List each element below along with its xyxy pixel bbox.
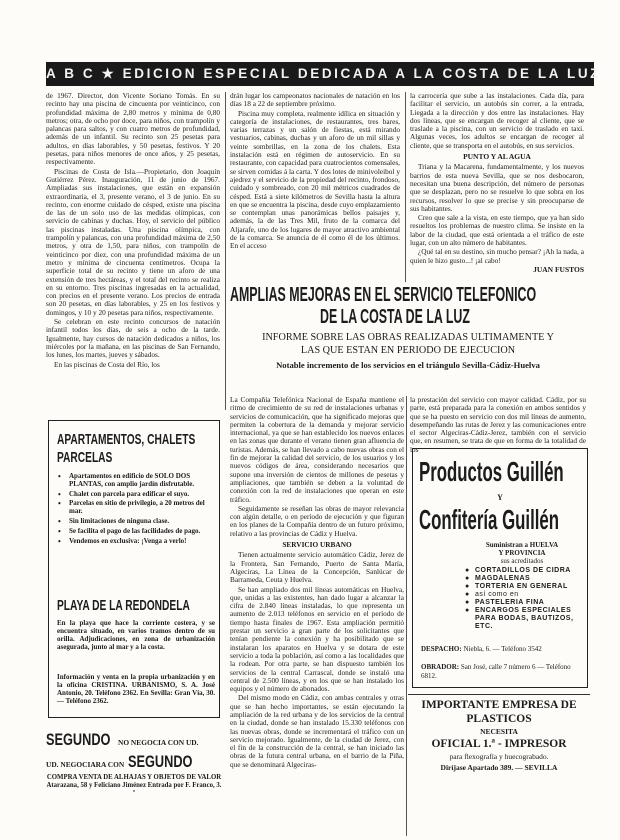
headline-title [230, 284, 586, 330]
punto-paragraph: Creo que sale a la vista, en este tiempo, que ya han sido resueltos los problemas de nuestro clima. Se insiste en la labor de la ciudad, que está orientada a el tráfico de este lugar, con un alto número de habitantes. [410, 213, 584, 248]
guillen-product: ● MAGDALENAS [465, 575, 583, 583]
headline-kicker: Notable incremento de los servicios en el triángulo Sevilla-Cádiz-Huelva [276, 360, 540, 370]
guillen-product: ● así como en [465, 591, 583, 599]
article-paragraph: la prestación del servicio con mayor calidad. Cádiz, por su parte, está preparada para la conexión en ambos sentidos y que se ha puesto en servicio con dos mil líneas de aumento, desempeñando las rutas de Jerez y las comunicaciones entre el sector Algeciras-Cádiz-Jerez, también con el servicio que, en resumen, se trata de que en forma de la totalidad de los [410, 395, 586, 454]
guillen-supply-line: sus acreditados [500, 557, 544, 565]
guillen-supply-line: Suministran a HUELVA [485, 541, 559, 549]
segundo-line-1: COMPRA VENTA DE ALHAJAS Y OBJETOS DE VALOR [46, 774, 222, 781]
apartamentos-bullet: • Se facilita el pago de las facilidades de pago. [55, 528, 215, 536]
section-banner: A B C ★ EDICION ESPECIAL DEDICADA A LA COSTA DE LA LUZ [46, 62, 594, 86]
segundo-word-1: SEGUNDO [46, 730, 111, 749]
divider [408, 694, 590, 695]
plasticos-oficial: OFICIAL 1.ª - IMPRESOR [431, 738, 567, 750]
segundo-tagline-2: UD. NEGOCIARA CON [46, 760, 125, 769]
apartamentos-contact: Información y venta en la propia urbanización y en la oficina CRISTINA. URBANISMO, S. A. José Antonio, 20. Teléfono 2362. En Sevilla: Gran Vía, 30. — Teléfono 2362. [57, 673, 215, 705]
punto-paragraph: Triana y la Macarena, fundamentalmente, y los nuevos barrios de esta nueva Sevilla, que se nos desbocaron, necesitan una buena descripción, del número de personas que se desplazan, pero no se resuelve lo que sobra en los recursos, resolver lo que se precise y sin preocuparse de sus habitantes. [410, 162, 584, 213]
apartamentos-title-line-2: PARCELAS [57, 449, 113, 466]
column-divider [405, 92, 406, 282]
plasticos-dirigirse: Diríjase Apartado 389. — SEVILLA [440, 763, 558, 772]
guillen-y: Y [497, 493, 503, 502]
plasticos-para: para flexografía y huecograbado. [449, 752, 549, 761]
col3-text [410, 92, 584, 280]
apartamentos-bullet: • Apartamentos en edificio de SOLO DOS PLANTAS, con amplio jardín disfrutable. [55, 473, 215, 489]
apartamentos-bullets [55, 473, 215, 547]
despacho-label: DESPACHO: [421, 645, 462, 653]
guillen-despacho [421, 645, 585, 654]
column-divider [225, 92, 226, 410]
guillen-product: ● PASTELERIA FINA [465, 599, 583, 607]
plasticos-title-1: IMPORTANTE EMPRESA DE [421, 699, 577, 711]
obrador-value: San José, calle 7 número 6 — Teléfono 6812. [421, 663, 571, 680]
article-col-a [230, 396, 404, 836]
punto-heading: PUNTO Y AL AGUA [463, 152, 531, 162]
deck-line-2: LAS QUE ESTAN EN PERIODO DE EJECUCION [300, 345, 516, 356]
servicio-urbano-heading: SERVICIO URBANO [282, 540, 352, 550]
guillen-ad [412, 448, 588, 688]
guillen-product: ● CORTADILLOS DE CIDRA [465, 567, 583, 575]
guillen-title-2: Confitería Guillén [419, 504, 560, 535]
article-paragraph: La Compañía Telefónica Nacional de España mantiene el ritmo de crecimiento de su red de instalaciones urbanas y servicios de comunicación, que ha significado mejoras que permiten la cobertura de la demanda y mejorar servicio internacional, ya que se han establecido los nuevos enlaces en las zonas que durante el verano tienen gran afluencia de turistas. Además, se han llevado a cabo nuevas obras con el fin de mejorar la calidad del servicio, de los usuarios y los nuevos códigos de área, considerando necesarios que supone una inversión de cientos de millones de pesetas y ampliaciones, que también se deben a la voluntad de conexión con la red de instalaciones que operan en este tráfico. [230, 395, 404, 504]
col1-paragraph: Se celebran en este recinto concursos de natación infantil todos los días, de seis a ocho de la tarde. Igualmente, hay cursos de natación dedicados a niños, los miércoles por la mañana, en las piscinas de San Fernando, los lunes, los martes, jueves y sábados. [46, 317, 220, 360]
article-paragraph: Del mismo modo en Cádiz, con ambas centrales y otras que se han hecho importantes, se están ejecutando la ampliación de la red urbana y de los servicios de la central en la ciudad, donde se han instalado 15.330 teléfonos con las nuevas obras, donde se incrementará el tráfico con un servicio mejorado. Igualmente, de la ciudad de Jerez, con el fin de la construcción de la central, se han iniciado las obras de la futura central urbana, en el barrio de la Piña, que se denominará Algeciras- [230, 693, 404, 769]
headline-line-1: AMPLIAS MEJORAS EN EL SERVICIO TELEFONICO [230, 284, 537, 306]
apartamentos-bullet: • Sin limitaciones de ninguna clase. [55, 518, 215, 526]
plasticos-title-2: PLASTICOS [466, 713, 532, 725]
column-divider [406, 396, 407, 836]
article-paragraph: Tienen actualmente servicio automático Cádiz, Jerez de la Frontera, San Fernando, Puerto de Santa María, Algeciras, La Línea de la Concepción, Sanlúcar de Barrameda, Ceuta y Huelva. [230, 550, 404, 585]
apartamentos-bullet: • Vendemos en exclusiva: ¡Venga a verlo! [55, 538, 215, 546]
guillen-product: ● ENCARGOS ESPECIALES PARA BODAS, BAUTIZOS, ETC. [465, 607, 583, 631]
apartamentos-title [57, 431, 217, 471]
headline-line-2: DE LA COSTA DE LA LUZ [320, 306, 470, 328]
col2-paragraph: Piscina muy completa, realmente idílica en situación y categoría de instalaciones, de restaurantes, tres bares, varias terrazas y un salón de fiestas, está mirando vestuarios, cabinas, duchas y un aforo de un mil sillas y veinte sombrillas, en la zona de los chalets. Esta instalación está en régimen de autoservicio. En su restaurante, con capacidad para cuatrocientos comensales, se sirven comidas á la carta. Y dos lotes de minivoleibol y ajedrez y el servicio de la propiedad del recinto, frondoso, cuidado y sombreado, con 20 mil métricos cuadrados de césped. Está a siete kilómetros de Sevilla hasta la altura en que se encuentra la piscina, desde cuyo emplazamiento se contemplan unas panorámicas bellos paisajes y, además, la de las Tres Mil, fruto de la comarca del Aljarafe, uno de los lugares de mayor atractivo ambiental de la comarca. Se anuncia de él como él de los últimos. En el acceso [230, 108, 400, 251]
article-col-b [410, 395, 586, 454]
apartamentos-ad [48, 420, 220, 718]
segundo-word-2: SEGUNDO [128, 752, 193, 771]
col1-paragraph: de 1967. Director, don Vicente Soriano Tomás. En su recinto hay una piscina de cincuenta por veinticinco, con profundidad máxima de 2,80 metros y mínima de 0,80 metros; otra, de ocho por doce, para niños, con trampolín y palancas para saltos, y con cuatro metros de profundidad, además de un infantil. Su recinto son 25 pesetas para adultos, en días laborables, y 50 pesetas, festivos. Y 20 pesetas, para niños menores de once años, y 25 pesetas, respectivamente. [46, 91, 220, 167]
apartamentos-bullet: • Parcelas en sitio de privilegio, a 20 metros del mar. [55, 500, 215, 516]
plasticos-necesita: NECESITA [480, 727, 518, 736]
deck-line-1: INFORME SOBRE LAS OBRAS REALIZADAS ULTIMAMENTE Y [262, 332, 554, 343]
guillen-title-1: Productos Guillén [419, 456, 564, 487]
col3-paragraph: la carrocería que sube a las instalaciones. Cada día, para facilitar el servicio, un autobús sin correr, a la entrada, Liegada a la dirección y dos entre las instalaciones. Hay dos líneas, que se encargan de recoger al cliente, que se traslade a la piscina, con un servicio de traslado en taxi. Algunas veces, los adultos se encargan de recoger al cliente, que se transporta en el autobús, en sus servicios. [410, 91, 584, 150]
guillen-product: ● TORTERIA EN GENERAL [465, 583, 583, 591]
col1-paragraph: Piscinas de Costa de Isla.—Propietario, don Joaquín Gutiérrez Pérez. Inauguración, 11 de junio de 1967. Ampliadas sus instalaciones, que están en expansión extraordinaria, el 3, presente verano, el 3 de junio. En su recinto, con enorme cuidado de césped, existe una piscina de las de un solo uso de las medidas olímpicas, con servicio de cabinas y duchas. Hoy, el servicio del público las piscinas instaladas. Una piscina olímpica, con trampolín y palancas, con una profundidad máxima de 2,50 metros, y otra de 1,50, para niños, con trampolín de veinticinco por diez, con una profundidad máxima de un metro y mínima de cincuenta centímetros. Ocupa la superficie total de su recinto y tiene un aforo de una extensión de tres hectáreas, y el total del recinto se realiza en su entorno. Tres piscinas ingresadas en la actualidad, con precios en el presente verano. Los precios de entrada son 20 pesetas, en días laborables, y 25 en los festivos y domingos, y 10 y 20 pesetas para niños, respectivamente. [46, 166, 220, 317]
col2-paragraph: drán lugar los campeonatos nacionales de natación en los días 18 a 22 de septiembre próximo. [230, 91, 400, 109]
segundo-line-2: Atarazana, 58 y Feliciano Jiménez Entrada por F. Franco, 3. º [46, 782, 222, 797]
guillen-obrador [421, 663, 585, 681]
col1-paragraph: En las piscinas de Costa del Río, los [54, 359, 160, 369]
playa-title: PLAYA DE LA REDONDELA [57, 597, 190, 614]
guillen-products [465, 567, 583, 631]
headline-deck [230, 331, 586, 359]
playa-description: En la playa que hace la corriente costera, y se encuentra situado, en varios tramos dentro de su orilla. Adjudicaciones, en zona de urbanización asegurada, junto al mar y a la costa. [57, 619, 215, 651]
obrador-label: OBRADOR: [421, 663, 460, 671]
plasticos-ad [408, 694, 590, 832]
col1-text [46, 92, 220, 410]
guillen-supply-line: Y PROVINCIA [498, 549, 546, 557]
apartamentos-bullet: • Chalet con parcela para edificar el suyo. [55, 491, 215, 499]
segundo-ad [46, 730, 222, 832]
punto-signature: JUAN FUSTOS [533, 264, 584, 274]
guillen-supply [459, 541, 585, 565]
article-paragraph: Seguidamente se reseñan las obras de mayor relevancia con algún detalle, o en período de ejecución y que figuran en los planes de la Compañía dentro de un futuro próximo, relativo a las provincias de Cádiz y Huelva. [230, 503, 404, 538]
article-paragraph: Se han ampliado dos mil líneas automáticas en Huelva, que, unidas a las existentes, han dado lugar a alcanzar la cifra de 2.840 líneas instaladas, lo que representa un aumento de 2.013 teléfonos en servicio en el período de tiempo hasta finales de 1967. Esta ampliación permitió prestar un servicio a gran parte de los solicitantes que tenían pendiente la conexión y ha posibilitado que se instalaran los aparatos en Huelva y se dotara de este servicio a toda la población, así como a las localidades que la rodean. Por otra parte, se han dispuesto también los servicios de la central Carrascal, donde se instaló una central de 2.500 líneas, y en los que se han instalado los equipos y el número de abonados. [230, 584, 404, 694]
punto-paragraph: ¿Qué tal en su destino, sin mucho pensar? ¡Ah la nada, a quien le hizo gusto...! ¡al cabo! [410, 247, 584, 265]
segundo-tagline-1: NO NEGOCIA CON UD. [118, 738, 199, 747]
despacho-value: Niebla, 6. — Teléfono 3542 [463, 645, 542, 653]
col2-text [230, 92, 400, 280]
apartamentos-title-line-1: APARTAMENTOS, CHALETS [57, 431, 196, 448]
